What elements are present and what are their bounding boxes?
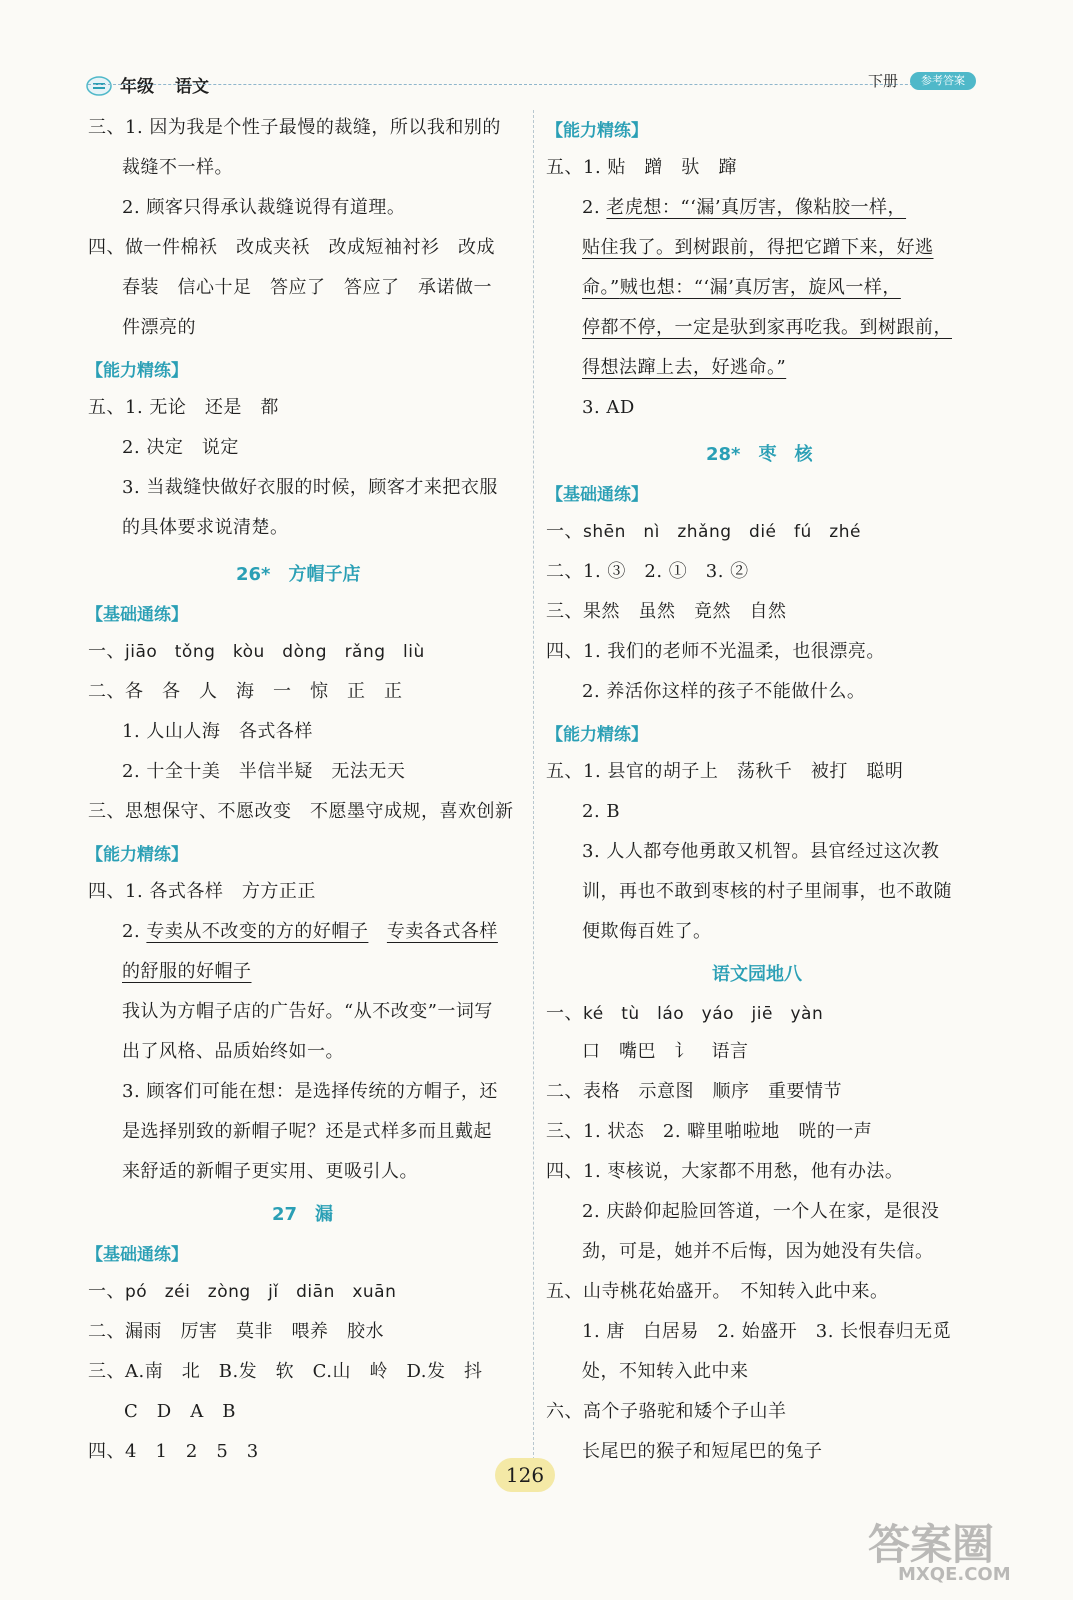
left-line-2: 裁缝不一样。 [122,157,233,178]
right-line-9: 二、1. ③ 2. ① 3. ② [546,561,749,582]
right-line-22: 四、1. 枣核说，大家都不用愁，他有办法。 [546,1161,904,1182]
right-line-27: 处，不知转入此中来 [582,1361,749,1382]
section-basic-2: 【基础通练】 [86,1245,188,1265]
left-line-11 [88,640,425,664]
column-divider [533,110,534,1470]
left-line-24 [88,1280,396,1304]
right-line-3: 贴住我了。到树跟前，得把它蹭下来，好逃 [582,237,934,258]
left-line-22: 是选择别致的新帽子呢？还是式样多而且戴起 [122,1121,492,1142]
right-line-10: 三、果然 虽然 竟然 自然 [546,601,787,622]
left-line-25: 二、漏雨 厉害 莫非 喂养 胶水 [88,1321,384,1342]
left-line-6: 件漂亮的 [122,317,196,338]
left-line-26: 三、A.南 北 B.发 软 C.山 岭 D.发 抖 [88,1361,483,1382]
lesson-title-28: 28* 枣 核 [706,444,813,465]
left-line-19: 我认为方帽子店的广告好。“从不改变”一词写 [122,1001,493,1022]
right-line-11: 四、1. 我们的老师不光温柔，也很漂亮。 [546,641,885,662]
left-line-16: 四、1. 各式各样 方方正正 [88,881,316,902]
right-line-6: 得想法蹿上去，好逃命。” [582,357,787,378]
item-number: 一、 [546,1003,583,1024]
right-line-26: 1. 唐 白居易 2. 始盛开 3. 长恨春归无觅 [582,1321,952,1342]
header-badge: 参考答案 [910,72,976,90]
header-rule [88,84,953,85]
right-line-2 [582,196,906,220]
watermark-text: 答案圈 [868,1520,995,1569]
lesson-title-27: 27 漏 [272,1204,334,1225]
underlined-answer: 贼也想：“‘漏’真厉害，旋风一样， [619,277,901,298]
section-ability-1: 【能力精练】 [86,361,188,381]
watermark [868,1512,1056,1586]
page-number: 126 [495,1458,555,1492]
underlined-answer: 专卖各式各样 [386,921,498,942]
pinyin-answers: pó zéi zòng jǐ diān xuān [125,1282,397,1302]
pinyin-answers: jiāo tǒng kòu dòng rǎng liù [125,642,425,662]
underlined-answer: 命。” [582,277,620,298]
header-subject: 语文 [175,77,209,97]
right-line-4 [582,276,901,300]
right-line-23: 2. 庆龄仰起脸回答道，一个人在家，是很没 [582,1201,940,1222]
pinyin-answers: ké tù láo yáo jiē yàn [583,1004,824,1024]
section-title-garden-8: 语文园地八 [712,964,802,985]
left-line-18: 的舒服的好帽子 [122,961,252,982]
pinyin-answers: shēn nì zhǎng dié fú zhé [583,522,861,542]
right-line-17: 便欺侮百姓了。 [582,921,712,942]
underlined-answer: 老虎想：“‘漏’真厉害，像粘胶一样， [606,197,907,218]
left-line-7: 五、1. 无论 还是 都 [88,397,279,418]
right-line-1: 五、1. 贴 蹭 驮 蹿 [546,157,737,178]
item-number: 一、 [88,641,125,662]
right-line-15: 3. 人人都夸他勇敢又机智。县官经过这次教 [582,841,940,862]
right-line-19: 口 嘴巴 讠 语言 [582,1041,749,1062]
section-ability-3: 【能力精练】 [546,121,648,141]
header-grade: 年级 [120,77,154,97]
left-line-10: 的具体要求说清楚。 [122,517,289,538]
right-line-12: 2. 养活你这样的孩子不能做什么。 [582,681,866,702]
section-ability-4: 【能力精练】 [546,725,648,745]
right-line-28: 六、高个子骆驼和矮个子山羊 [546,1401,787,1422]
right-line-18 [546,1002,823,1026]
left-line-9: 3. 当裁缝快做好衣服的时候，顾客才来把衣服 [122,477,498,498]
right-line-16: 训，再也不敢到枣核的村子里闹事，也不敢随 [582,881,952,902]
right-line-29: 长尾巴的猴子和短尾巴的兔子 [582,1441,823,1462]
right-line-20: 二、表格 示意图 顺序 重要情节 [546,1081,842,1102]
right-line-7: 3. AD [582,397,635,418]
left-line-1: 三、1. 因为我是个性子最慢的裁缝，所以我和别的 [88,117,501,138]
left-line-20: 出了风格、品质始终如一。 [122,1041,344,1062]
left-line-3: 2. 顾客只得承认裁缝说得有道理。 [122,197,406,218]
section-basic-1: 【基础通练】 [86,605,188,625]
underlined-answer: 专卖从不改变的方的好帽子 [146,921,369,942]
left-line-13: 1. 人山人海 各式各样 [122,721,313,742]
right-line-21: 三、1. 状态 2. 噼里啪啦地 咣的一声 [546,1121,873,1142]
right-line-13: 五、1. 县官的胡子上 荡秋千 被打 聪明 [546,761,904,782]
left-line-15: 三、思想保守、不愿改变 不愿墨守成规，喜欢创新 [88,801,514,822]
left-line-27: C D A B [124,1401,236,1422]
right-line-25: 五、山寺桃花始盛开。 不知转入此中来。 [546,1281,889,1302]
item-number: 2. [582,197,607,218]
right-line-24: 劲，可是，她并不后悔，因为她没有失信。 [582,1241,934,1262]
left-line-28: 四、4 1 2 5 3 [88,1441,259,1462]
right-line-14: 2. B [582,801,621,822]
left-line-21: 3. 顾客们可能在想：是选择传统的方帽子，还 [122,1081,498,1102]
left-line-8: 2. 决定 说定 [122,437,239,458]
left-line-12: 二、各 各 人 海 一 惊 正 正 [88,681,403,702]
spacer [368,921,387,942]
item-number: 2. [122,921,147,942]
watermark-url: MXQE.COM [898,1564,1011,1585]
lesson-title-26: 26* 方帽子店 [236,564,361,585]
left-line-17 [122,920,498,944]
right-line-5: 停都不停，一定是驮到家再吃我。到树跟前， [582,317,952,338]
section-basic-3: 【基础通练】 [546,485,648,505]
left-line-14: 2. 十全十美 半信半疑 无法无天 [122,761,406,782]
book-icon [86,74,112,96]
left-line-5: 春装 信心十足 答应了 答应了 承诺做一 [122,277,492,298]
item-number: 一、 [88,1281,125,1302]
header-volume: 下册 [868,72,899,90]
section-ability-2: 【能力精练】 [86,845,188,865]
item-number: 一、 [546,521,583,542]
left-line-4: 四、做一件棉袄 改成夹袄 改成短袖衬衫 改成 [88,237,495,258]
right-line-8 [546,520,861,544]
left-line-23: 来舒适的新帽子更实用、更吸引人。 [122,1161,418,1182]
